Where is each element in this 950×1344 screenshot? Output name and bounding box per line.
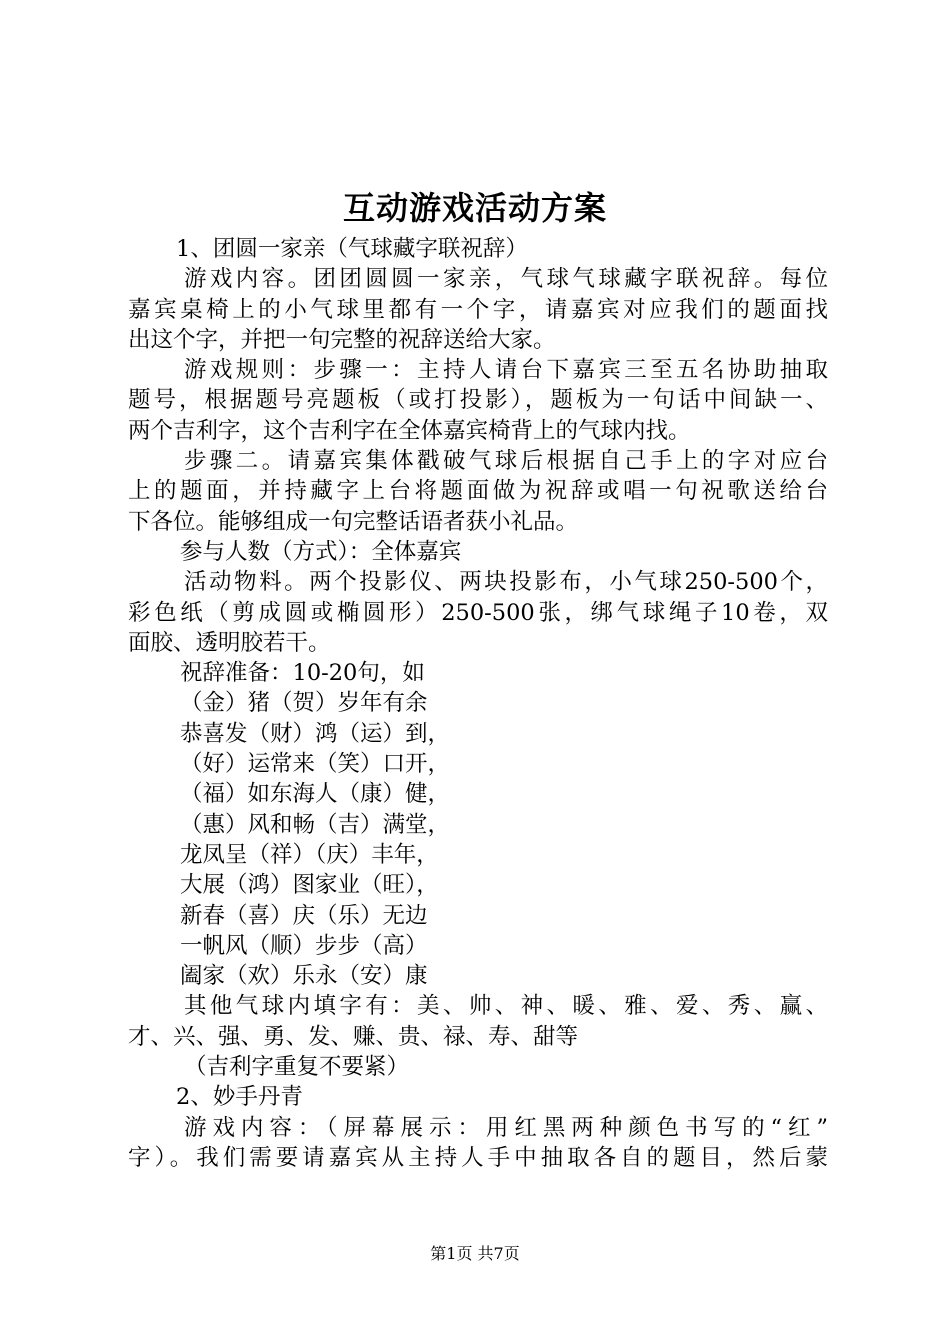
paragraph-line: 面胶、透明胶若干。 (128, 629, 331, 656)
paragraph-line: 上的题面，并持藏字上台将题面做为祝辞或唱一句祝歌送给台 (128, 478, 828, 505)
document-body (128, 234, 828, 1173)
paragraph-line: （吉利字重复不要紧） (184, 1054, 410, 1081)
paragraph-line: 其他气球内填字有：美、帅、神、暖、雅、爱、秀、赢、 (184, 993, 828, 1020)
paragraph-line: 彩色纸（剪成圆或椭圆形）250-500张，绑气球绳子10卷，双 (128, 599, 828, 626)
paragraph-line: 参与人数（方式）：全体嘉宾 (180, 538, 462, 565)
section-heading-1: 1、团圆一家亲（气球藏字联祝辞） (176, 236, 528, 262)
blessing-line: （金）猪（贺）岁年有余 (180, 690, 428, 717)
paragraph-line: 游戏内容。团团圆圆一家亲，气球气球藏字联祝辞。每位 (184, 266, 828, 293)
blessing-line: 恭喜发（财）鸿（运）到， (180, 720, 451, 747)
paragraph-line: 字）。我们需要请嘉宾从主持人手中抽取各自的题目，然后蒙 (128, 1144, 828, 1171)
section-heading-2: 2、妙手丹青 (176, 1084, 303, 1111)
blessing-line: 一帆风（顺）步步（高） (180, 932, 428, 959)
paragraph-line: 题号，根据题号亮题板（或打投影），题板为一句话中间缺一、 (128, 387, 828, 414)
blessing-line: 龙凤呈（祥）（庆）丰年， (180, 841, 439, 868)
blessing-line: （好）运常来（笑）口开， (180, 751, 451, 778)
blessing-line: 大展（鸿）图家业（旺）， (180, 872, 439, 899)
blessing-line: （福）如东海人（康）健， (180, 781, 451, 808)
paragraph-line: 两个吉利字，这个吉利字在全体嘉宾椅背上的气球内找。 (128, 417, 691, 444)
paragraph-line: 下各位。能够组成一句完整话语者获小礼品。 (128, 508, 579, 535)
paragraph-line: 祝辞准备：10-20句，如 (180, 660, 425, 687)
blessing-line: （惠）风和畅（吉）满堂， (180, 811, 451, 838)
paragraph-line: 游戏内容：（屏幕展示：用红黑两种颜色书写的“红” (184, 1114, 828, 1141)
paragraph-line: 嘉宾桌椅上的小气球里都有一个字，请嘉宾对应我们的题面找 (128, 296, 828, 323)
page-title: 互动游戏活动方案 (342, 189, 607, 227)
blessing-line: 阖家（欢）乐永（安）康 (180, 963, 428, 990)
blessing-line: 新春（喜）庆（乐）无边 (180, 902, 428, 929)
paragraph-line: 步骤二。请嘉宾集体戳破气球后根据自己手上的字对应台 (184, 448, 828, 475)
paragraph-line: 才、兴、强、勇、发、赚、贵、禄、寿、甜等 (128, 1023, 579, 1050)
page-footer: 第1页 共7页 (430, 1244, 520, 1263)
paragraph-line: 出这个字，并把一句完整的祝辞送给大家。 (128, 326, 556, 353)
paragraph-line: 游戏规则：步骤一：主持人请台下嘉宾三至五名协助抽取 (184, 357, 828, 384)
paragraph-line: 活动物料。两个投影仪、两块投影布，小气球250-500个， (184, 569, 828, 596)
